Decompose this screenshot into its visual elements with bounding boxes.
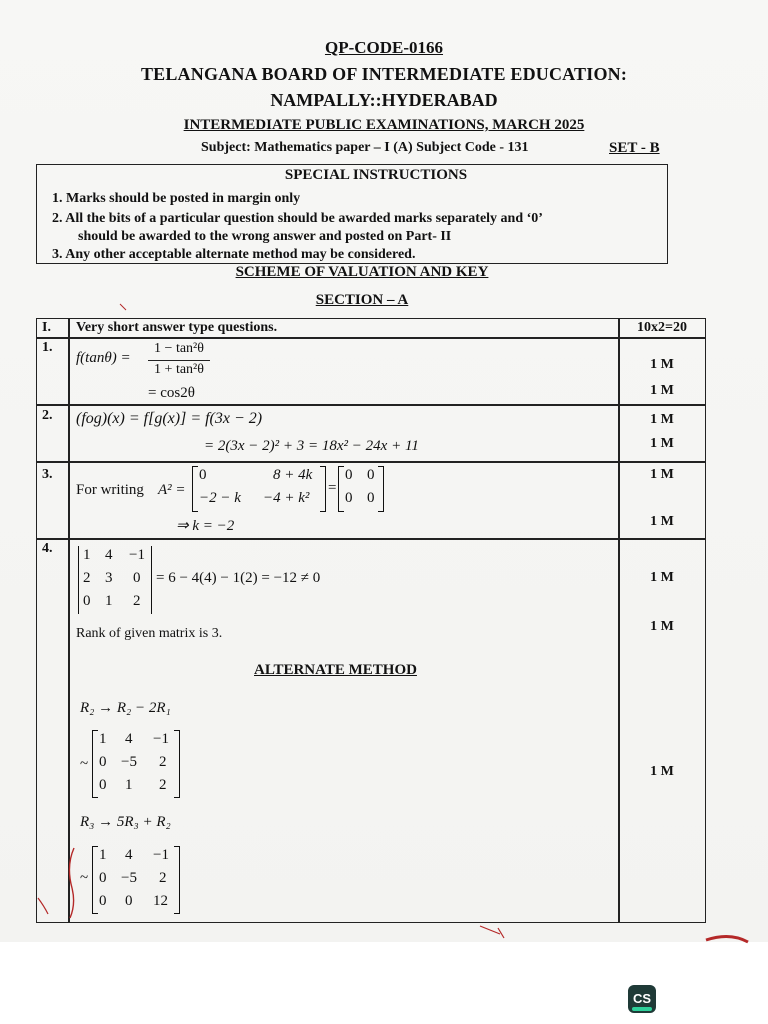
red-pen-stroke	[120, 304, 126, 310]
set-label: SET - B	[609, 140, 660, 156]
q3-lhs: A² =	[158, 482, 186, 498]
q2-mark-1: 1 M	[650, 412, 674, 427]
rank-text: Rank of given matrix is 3.	[76, 626, 223, 641]
q3-mark-1: 1 M	[650, 467, 674, 482]
matrix-cell: −5	[121, 754, 137, 770]
q4-mark-3: 1 M	[650, 764, 674, 779]
matrix-cell: −1	[153, 847, 169, 863]
matrix-cell: 0	[367, 490, 375, 506]
table-head-label: Very short answer type questions.	[76, 320, 278, 335]
tilde-2: ~	[80, 870, 89, 886]
camscanner-logo-icon: CS	[628, 985, 656, 1013]
subject-line: Subject: Mathematics paper – I (A) Subject Code - 131	[201, 140, 529, 155]
q4-mark-2: 1 M	[650, 619, 674, 634]
qp-code: QP-CODE-0166	[324, 38, 444, 57]
q3-equals: =	[328, 480, 337, 496]
q3-prefix: For writing	[76, 482, 144, 498]
question-number: 3.	[42, 467, 53, 482]
question-number: 2.	[42, 408, 53, 423]
q3-result: ⇒ k = −2	[176, 518, 235, 534]
matrix-cell: 1	[99, 847, 107, 863]
matrix-cell: 0	[99, 893, 107, 909]
det-cell: 1	[105, 593, 113, 609]
matrix-cell: 2	[159, 870, 167, 886]
question-number: 4.	[42, 541, 53, 556]
instruction-2-cont: should be awarded to the wrong answer and posted on Part- II	[78, 229, 452, 244]
alternate-method-title: ALTERNATE METHOD	[254, 662, 417, 678]
det-cell: 1	[83, 547, 91, 563]
matrix-cell: 4	[125, 847, 133, 863]
matrix-cell: −1	[153, 731, 169, 747]
matrix-cell: 0	[199, 467, 207, 483]
det-cell: 0	[83, 593, 91, 609]
board-location: NAMPALLY::HYDERABAD	[270, 90, 498, 110]
det-cell: 3	[105, 570, 113, 586]
matrix-cell: 2	[159, 777, 167, 793]
matrix-cell: −5	[121, 870, 137, 886]
instruction-1: 1. Marks should be posted in margin only	[52, 191, 301, 206]
table-head-marks: 10x2=20	[637, 320, 687, 335]
q1-fraction-denominator: 1 + tan²θ	[154, 362, 204, 377]
q1-fraction-numerator: 1 − tan²θ	[154, 341, 204, 356]
q4-mark-1: 1 M	[650, 570, 674, 585]
matrix-cell: 0	[345, 490, 353, 506]
exam-title: INTERMEDIATE PUBLIC EXAMINATIONS, MARCH 2025	[183, 117, 585, 133]
matrix-cell: 2	[159, 754, 167, 770]
det-cell: 4	[105, 547, 113, 563]
matrix-cell: 0	[125, 893, 133, 909]
q1-result: = cos2θ	[148, 385, 195, 401]
matrix-cell: 1	[125, 777, 133, 793]
scheme-title: SCHEME OF VALUATION AND KEY	[235, 264, 489, 280]
q1-mark-1: 1 M	[650, 357, 674, 372]
row-operation-1: R₂ → R₂ − 2R₁	[80, 700, 171, 716]
q1-mark-2: 1 M	[650, 383, 674, 398]
red-pen-stroke	[480, 926, 504, 938]
matrix-cell: 0	[99, 870, 107, 886]
matrix-cell: 4	[125, 731, 133, 747]
matrix-cell: 0	[345, 467, 353, 483]
matrix-cell: −2 − k	[199, 490, 241, 506]
matrix-cell: 12	[153, 893, 168, 909]
q1-lhs: f(tanθ) =	[76, 350, 131, 366]
matrix-cell: 1	[99, 731, 107, 747]
matrix-cell: 0	[99, 754, 107, 770]
q3-mark-2: 1 M	[650, 514, 674, 529]
table-head-number: I.	[42, 320, 51, 335]
red-pen-stroke	[69, 848, 74, 918]
q2-line-1: (fog)(x) = f[g(x)] = f(3x − 2)	[76, 410, 263, 427]
matrix-cell: 0	[367, 467, 375, 483]
question-number: 1.	[42, 340, 53, 355]
instruction-2: 2. All the bits of a particular question should be awarded marks separately and ‘0’	[52, 211, 543, 226]
det-cell: 2	[133, 593, 141, 609]
det-cell: 2	[83, 570, 91, 586]
matrix-cell: −4 + k²	[263, 490, 310, 506]
row-operation-2: R₃ → 5R₃ + R₂	[80, 814, 171, 830]
red-pen-stroke	[38, 898, 48, 914]
det-value: = 6 − 4(4) − 1(2) = −12 ≠ 0	[156, 570, 321, 586]
det-cell: 0	[133, 570, 141, 586]
tilde-1: ~	[80, 756, 89, 772]
matrix-cell: 0	[99, 777, 107, 793]
q2-line-2: = 2(3x − 2)² + 3 = 18x² − 24x + 11	[204, 438, 419, 454]
det-cell: −1	[129, 547, 145, 563]
q2-mark-2: 1 M	[650, 436, 674, 451]
instruction-3: 3. Any other acceptable alternate method may be considered.	[52, 247, 416, 262]
section-title: SECTION – A	[315, 292, 409, 308]
instructions-title: SPECIAL INSTRUCTIONS	[284, 167, 468, 183]
red-pen-stroke	[706, 936, 748, 942]
board-name: TELANGANA BOARD OF INTERMEDIATE EDUCATION:	[140, 64, 628, 84]
matrix-cell: 8 + 4k	[273, 467, 313, 483]
